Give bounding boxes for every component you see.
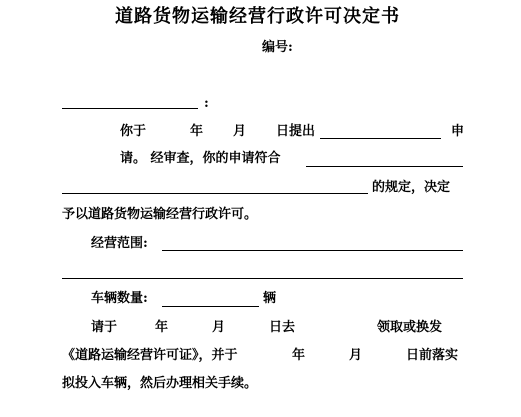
text-shen: 申 <box>451 124 465 139</box>
text-year: 年 <box>190 124 204 139</box>
text-month: 月 <box>233 124 247 139</box>
scope-blank-1 <box>162 250 463 251</box>
text-qing-yu: 请于 <box>91 320 118 335</box>
text-day-tichu: 日提出 <box>276 124 316 139</box>
text-ni-yu: 你于 <box>120 124 147 139</box>
number-label: 编号: <box>262 40 293 55</box>
text-month-3: 月 <box>349 348 363 363</box>
text-grant: 予以道路货物运输经营行政许可。 <box>62 207 258 222</box>
text-year-2: 年 <box>155 320 169 335</box>
vehicle-count-blank <box>162 306 259 307</box>
application-item-blank <box>320 138 441 139</box>
text-year-3: 年 <box>292 348 306 363</box>
vehicle-label: 车辆数量: <box>91 291 148 306</box>
regulation-blank-2 <box>62 193 368 194</box>
text-implement: 日前落实 <box>406 348 459 363</box>
scope-label: 经营范围: <box>91 236 148 251</box>
text-day-go: 日去 <box>269 320 296 335</box>
text-guiding: 的规定，决定 <box>372 180 451 195</box>
document-title: 道路货物运输经营行政许可决定书 <box>115 6 400 27</box>
text-final: 拟投入车辆，然后办理相关手续。 <box>62 376 258 391</box>
scope-blank-2 <box>62 278 463 279</box>
text-qing-review: 请。 经审查，你的申请符合 <box>120 151 281 166</box>
text-permit-line: 《道路运输经营许可证》，并于 <box>62 348 238 363</box>
vehicle-unit: 辆 <box>263 291 277 306</box>
text-collect: 领取或换发 <box>377 320 443 335</box>
text-month-2: 月 <box>212 320 226 335</box>
addressee-blank <box>62 108 198 109</box>
addressee-colon: : <box>204 96 209 111</box>
regulation-blank-1 <box>306 166 463 167</box>
